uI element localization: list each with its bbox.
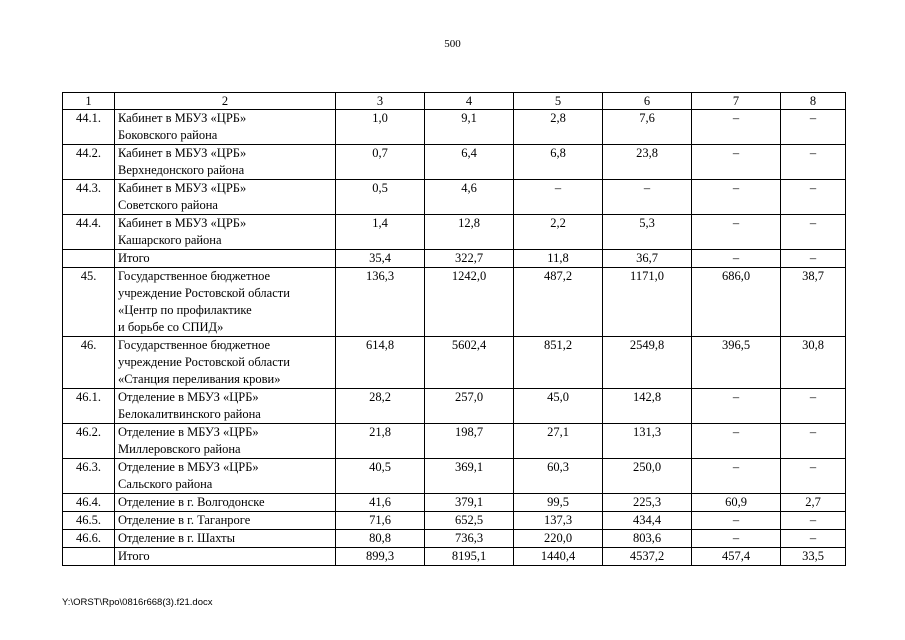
column-header: 8	[781, 93, 846, 110]
value-cell-col3: 1,4	[336, 215, 425, 250]
value-cell-col6: 1171,0	[603, 268, 692, 337]
value-cell-col5: 6,8	[514, 145, 603, 180]
row-number: 44.1.	[63, 110, 115, 145]
value-cell-col3: 899,3	[336, 548, 425, 566]
name-line: Верхнедонского района	[118, 163, 245, 177]
value-cell-col5: 487,2	[514, 268, 603, 337]
value-cell-col3: 80,8	[336, 530, 425, 548]
file-path-footer: Y:\ORST\Rpo\0816r668(3).f21.docx	[62, 597, 213, 608]
value-cell-col3: 71,6	[336, 512, 425, 530]
row-number	[63, 250, 115, 268]
institution-name	[115, 494, 336, 512]
institution-name	[115, 145, 336, 180]
table-row	[63, 145, 846, 180]
value-cell-col4: 5602,4	[425, 337, 514, 389]
value-cell-col7: –	[692, 459, 781, 494]
name-line: Кабинет в МБУЗ «ЦРБ»	[118, 146, 247, 160]
value-cell-col4: 4,6	[425, 180, 514, 215]
value-cell-col7: –	[692, 110, 781, 145]
institution-name	[115, 215, 336, 250]
value-cell-col3: 40,5	[336, 459, 425, 494]
page-number: 500	[444, 38, 461, 50]
institution-name	[115, 459, 336, 494]
name-line: учреждение Ростовской области	[118, 286, 290, 300]
name-line: Кашарского района	[118, 233, 222, 247]
value-cell-col6: 142,8	[603, 389, 692, 424]
value-cell-col8: –	[781, 424, 846, 459]
value-cell-col4: 257,0	[425, 389, 514, 424]
value-cell-col4: 6,4	[425, 145, 514, 180]
name-line: Кабинет в МБУЗ «ЦРБ»	[118, 216, 247, 230]
column-header: 4	[425, 93, 514, 110]
row-number: 46.5.	[63, 512, 115, 530]
table-body	[63, 93, 846, 566]
name-line: Государственное бюджетное	[118, 269, 271, 283]
value-cell-col3: 21,8	[336, 424, 425, 459]
value-cell-col6: –	[603, 180, 692, 215]
value-cell-col5: 137,3	[514, 512, 603, 530]
value-cell-col4: 369,1	[425, 459, 514, 494]
column-header: 2	[115, 93, 336, 110]
table-row	[63, 215, 846, 250]
institution-name	[115, 530, 336, 548]
value-cell-col5: 220,0	[514, 530, 603, 548]
institution-name	[115, 337, 336, 389]
value-cell-col6: 2549,8	[603, 337, 692, 389]
value-cell-col4: 322,7	[425, 250, 514, 268]
name-line: Боковского района	[118, 128, 218, 142]
table-row	[63, 250, 846, 268]
value-cell-col8: –	[781, 530, 846, 548]
column-header: 3	[336, 93, 425, 110]
value-cell-col7: –	[692, 389, 781, 424]
name-line: Советского района	[118, 198, 218, 212]
value-cell-col7: –	[692, 145, 781, 180]
name-line: Кабинет в МБУЗ «ЦРБ»	[118, 111, 247, 125]
value-cell-col4: 736,3	[425, 530, 514, 548]
name-line: Отделение в МБУЗ «ЦРБ»	[118, 460, 259, 474]
table-row	[63, 268, 846, 337]
value-cell-col6: 803,6	[603, 530, 692, 548]
value-cell-col7: –	[692, 180, 781, 215]
institution-name	[115, 389, 336, 424]
value-cell-col8: –	[781, 215, 846, 250]
name-line: Кабинет в МБУЗ «ЦРБ»	[118, 181, 247, 195]
value-cell-col3: 35,4	[336, 250, 425, 268]
row-number: 46.1.	[63, 389, 115, 424]
value-cell-col3: 136,3	[336, 268, 425, 337]
value-cell-col8: –	[781, 145, 846, 180]
institution-name	[115, 268, 336, 337]
table-row	[63, 548, 846, 566]
value-cell-col7: 457,4	[692, 548, 781, 566]
value-cell-col3: 614,8	[336, 337, 425, 389]
value-cell-col8: –	[781, 389, 846, 424]
row-number: 45.	[63, 268, 115, 337]
value-cell-col8: –	[781, 512, 846, 530]
institution-name	[115, 512, 336, 530]
value-cell-col7: –	[692, 530, 781, 548]
value-cell-col7: 686,0	[692, 268, 781, 337]
value-cell-col3: 1,0	[336, 110, 425, 145]
value-cell-col5: 1440,4	[514, 548, 603, 566]
value-cell-col3: 28,2	[336, 389, 425, 424]
value-cell-col8: 30,8	[781, 337, 846, 389]
value-cell-col7: 60,9	[692, 494, 781, 512]
value-cell-col8: 38,7	[781, 268, 846, 337]
institution-name	[115, 250, 336, 268]
column-header: 6	[603, 93, 692, 110]
table-row	[63, 110, 846, 145]
name-line: Отделение в г. Таганроге	[118, 513, 251, 527]
table-row	[63, 494, 846, 512]
row-number: 46.2.	[63, 424, 115, 459]
value-cell-col4: 379,1	[425, 494, 514, 512]
value-cell-col3: 41,6	[336, 494, 425, 512]
column-header: 7	[692, 93, 781, 110]
value-cell-col8: 2,7	[781, 494, 846, 512]
institution-name	[115, 548, 336, 566]
row-number: 46.	[63, 337, 115, 389]
value-cell-col4: 12,8	[425, 215, 514, 250]
value-cell-col4: 652,5	[425, 512, 514, 530]
table-row	[63, 459, 846, 494]
name-line: Отделение в г. Волгодонске	[118, 495, 265, 509]
value-cell-col7: –	[692, 215, 781, 250]
name-line: Миллеровского района	[118, 442, 241, 456]
name-line: Отделение в МБУЗ «ЦРБ»	[118, 390, 259, 404]
row-number	[63, 548, 115, 566]
value-cell-col3: 0,5	[336, 180, 425, 215]
value-cell-col6: 131,3	[603, 424, 692, 459]
value-cell-col5: 2,8	[514, 110, 603, 145]
value-cell-col5: 11,8	[514, 250, 603, 268]
data-table	[62, 92, 846, 566]
row-number: 44.2.	[63, 145, 115, 180]
header-row	[63, 93, 846, 110]
column-header: 5	[514, 93, 603, 110]
row-number: 46.3.	[63, 459, 115, 494]
institution-name	[115, 110, 336, 145]
name-line: Отделение в г. Шахты	[118, 531, 236, 545]
table-row	[63, 530, 846, 548]
value-cell-col5: –	[514, 180, 603, 215]
name-line: Итого	[118, 549, 150, 563]
name-line: «Центр по профилактике	[118, 303, 252, 317]
value-cell-col7: 396,5	[692, 337, 781, 389]
name-line: Итого	[118, 251, 150, 265]
value-cell-col6: 7,6	[603, 110, 692, 145]
value-cell-col5: 27,1	[514, 424, 603, 459]
table-row	[63, 512, 846, 530]
value-cell-col8: –	[781, 459, 846, 494]
row-number: 44.4.	[63, 215, 115, 250]
value-cell-col8: –	[781, 110, 846, 145]
table-row	[63, 424, 846, 459]
value-cell-col6: 5,3	[603, 215, 692, 250]
value-cell-col6: 4537,2	[603, 548, 692, 566]
name-line: «Станция переливания крови»	[118, 372, 281, 386]
table-row	[63, 337, 846, 389]
row-number: 44.3.	[63, 180, 115, 215]
value-cell-col6: 36,7	[603, 250, 692, 268]
name-line: Сальского района	[118, 477, 213, 491]
row-number: 46.4.	[63, 494, 115, 512]
value-cell-col7: –	[692, 250, 781, 268]
name-line: и борьбе со СПИД»	[118, 320, 224, 334]
value-cell-col4: 1242,0	[425, 268, 514, 337]
value-cell-col5: 99,5	[514, 494, 603, 512]
value-cell-col6: 225,3	[603, 494, 692, 512]
value-cell-col7: –	[692, 512, 781, 530]
value-cell-col6: 23,8	[603, 145, 692, 180]
value-cell-col6: 434,4	[603, 512, 692, 530]
name-line: Белокалитвинского района	[118, 407, 261, 421]
value-cell-col8: –	[781, 180, 846, 215]
value-cell-col4: 9,1	[425, 110, 514, 145]
row-number: 46.6.	[63, 530, 115, 548]
value-cell-col5: 60,3	[514, 459, 603, 494]
value-cell-col5: 45,0	[514, 389, 603, 424]
table-row	[63, 389, 846, 424]
column-header: 1	[63, 93, 115, 110]
institution-name	[115, 180, 336, 215]
value-cell-col5: 851,2	[514, 337, 603, 389]
table-row	[63, 180, 846, 215]
value-cell-col8: –	[781, 250, 846, 268]
value-cell-col7: –	[692, 424, 781, 459]
value-cell-col5: 2,2	[514, 215, 603, 250]
value-cell-col3: 0,7	[336, 145, 425, 180]
institution-name	[115, 424, 336, 459]
value-cell-col4: 8195,1	[425, 548, 514, 566]
name-line: учреждение Ростовской области	[118, 355, 290, 369]
name-line: Государственное бюджетное	[118, 338, 271, 352]
value-cell-col8: 33,5	[781, 548, 846, 566]
value-cell-col6: 250,0	[603, 459, 692, 494]
name-line: Отделение в МБУЗ «ЦРБ»	[118, 425, 259, 439]
value-cell-col4: 198,7	[425, 424, 514, 459]
